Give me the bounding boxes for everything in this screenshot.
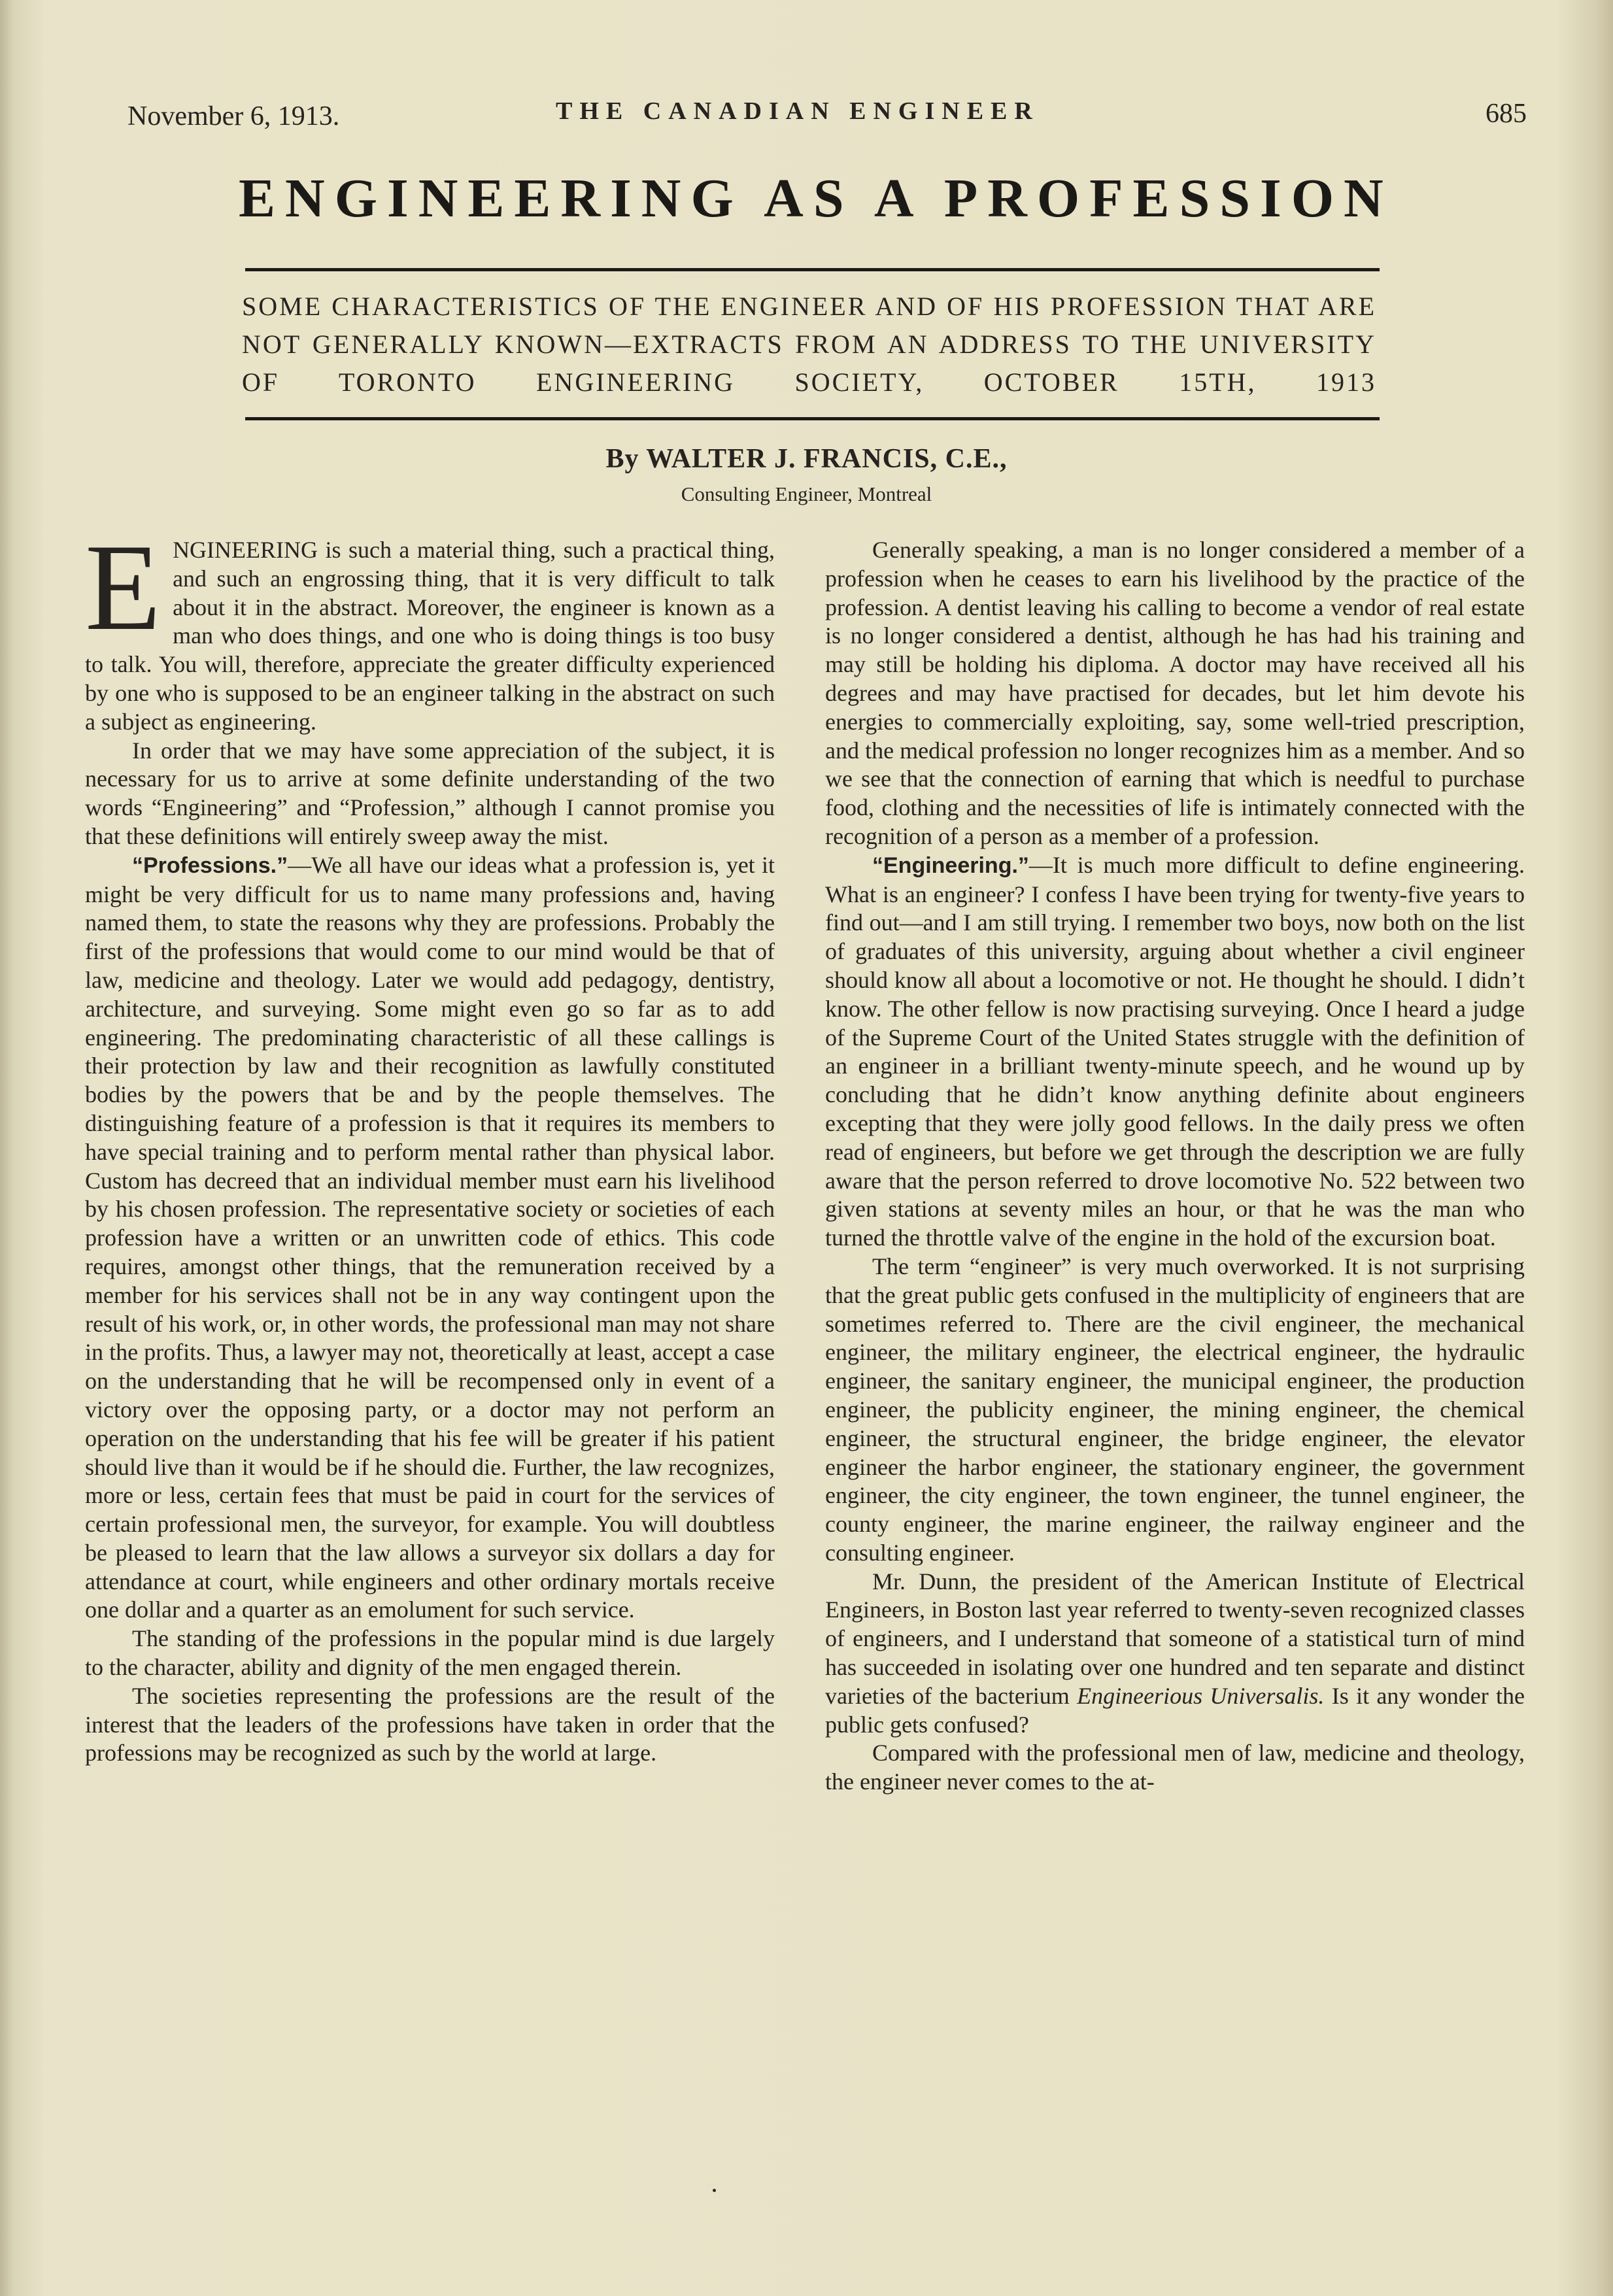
- paragraph-text: Is it any wonder the public gets confused?: [825, 1682, 1525, 1738]
- author-byline: By WALTER J. FRANCIS, C.E.,: [605, 444, 1008, 474]
- issue-date: November 6, 1913.: [127, 101, 340, 131]
- article-subtitle: SOME CHARACTERISTICS OF THE ENGINEER AND OF HIS PROFESSION THAT ARE NOT GENERALLY KNOWN—EXTRACTS FROM AN ADDRESS TO THE UNIVERSITY OF TORONTO ENGINEERING SOCIETY, OCTOBER 15TH, 1913: [242, 292, 1376, 397]
- paragraph: The term “engineer” is very much overworked. It is not surprising that the great public gets confused in the multiplicity of engineers that are sometimes referred to. There are the civil engineer, the mechanical engineer, the military engineer, the electrical engineer, the hydraulic engineer, the sanitary engineer, the municipal engineer, the production engineer, the publicity engineer, the mining engineer, the chemical engineer, the structural engineer, the bridge engineer, the elevator engineer the harbor engineer, the stationary engineer, the government engineer, the city engineer, the town engineer, the tunnel engineer, the county engineer, the marine engineer, the railway engineer and the consulting engineer.: [825, 1253, 1525, 1566]
- section-heading-professions: “Professions.”: [132, 853, 288, 878]
- running-head: [127, 97, 1527, 143]
- journal-name: THE CANADIAN ENGINEER: [556, 97, 1040, 125]
- paragraph: [85, 519, 775, 737]
- paragraph: The standing of the professions in the popular mind is due largely to the character, ability and dignity of the men engaged therein.: [85, 1625, 775, 1681]
- paragraph: [825, 1568, 1525, 1740]
- paragraph-text: Mr. Dunn, the president of the American Institute of Electrical Engineers, in Boston last year referred to twenty-seven recognized classes of engineers, and I understand that someone of a statistical turn of mind has succeeded in isolating over one hundred and ten separate and distinct varieties of the bacterium: [825, 1568, 1525, 1709]
- title-rule-top: [245, 268, 1380, 271]
- paragraph: The societies representing the professions are the result of the interest that the leaders of the professions have taken in order that the professions may be recognized as such by the world at large.: [85, 1682, 775, 1766]
- paragraph: [85, 851, 775, 1625]
- paragraph-text: is such a material thing, such a practical thing, and such an engrossing thing, that it is very difficult to talk about it in the abstract. Moreover, the engineer is known as a man who does things, and one who is doing things is too busy to talk. You will, therefore, appreciate the greater difficulty experienced by one who is supposed to be an engineer talking in the abstract on such a subject as engineering.: [85, 537, 775, 735]
- paragraph-text: —We all have our ideas what a profession is, yet it might be very difficult for us to name many professions and, having named them, to state the reasons why they are professions. Probably the first of the professions that would come to our mind would be that of law, medicine and theology. Later we would add pedagogy, dentistry, architecture, and surveying. Some might even go so far as to add engineering. The predominating characteristic of all these callings is their protection by law and their recognition as lawfully constituted bodies by the powers that be and by the people themselves. The distinguishing feature of a profession is that it requires its members to have special training and to perform mental rather than physical labor. Custom has decreed that an individual member must earn his livelihood by his chosen profession. The representative society or societies of each profession have a written or an unwritten code of ethics. This code requires, amongst other things, that the remuneration received by a member for his services shall not be in any way contingent upon the result of his work, or, in other words, the professional man may not share in the profits. Thus, a lawyer may not, theoretically at least, accept a case on the understanding that he will be recompensed only in event of a victory over the opposing party, or a doctor may not perform an operation on the understanding that his fee will be greater if his patient should live than it would be if he should die. Further, the law recognizes, more or less, certain fees that must be paid in court for the services of certain professional men, the surveyor, for example. You will doubtless be pleased to learn that the law allows a surveyor six dollars a day for attendance at court, while engineers and other ordinary mortals receive one dollar and a quarter as an emolument for such service.: [85, 851, 775, 1623]
- lead-word: NGINEERING: [173, 537, 318, 563]
- left-column: [85, 519, 775, 1768]
- italic-term: Engineerious Universalis.: [1077, 1682, 1325, 1709]
- author-affiliation: Consulting Engineer, Montreal: [681, 482, 932, 505]
- paragraph: Generally speaking, a man is no longer considered a member of a profession when he ceases to earn his livelihood by the practice of the profession. A dentist leaving his calling to become a vendor of real estate is no longer considered a dentist, although he has had his training and may still be holding his diploma. A doctor may have received all his degrees and may have practised for decades, but let him devote his energies to commercially exploiting, say, some well-tried prescription, and the medical profession no longer recognizes him as a member. And so we see that the connection of earning that which is needful to purchase food, clothing and the necessities of life is intimately connected with the recognition of a person as a member of a profession.: [825, 537, 1525, 849]
- paragraph: [825, 851, 1525, 1253]
- article-title: ENGINEERING AS A PROFESSION: [239, 168, 1393, 229]
- paragraph: In order that we may have some appreciation of the subject, it is necessary for us to arrive at some definite understanding of the two words “Engineering” and “Profession,” although I cannot promise you that these definitions will entirely sweep away the mist.: [85, 737, 775, 849]
- section-heading-engineering: “Engineering.”: [872, 853, 1029, 878]
- title-rule-bottom: [245, 417, 1380, 420]
- paragraph-text: —It is much more difficult to define engineering. What is an engineer? I confess I have been trying for twenty-five years to find out—and I am still trying. I remember two boys, now both on the list of graduates of this university, arguing about whether a civil engineer should know all about a locomotive or not. He thought he should. I didn’t know. The other fellow is now practising surveying. Once I heard a judge of the Supreme Court of the United States struggle with the definition of an engineer in a brilliant twenty-minute speech, and he wound up by concluding that he didn’t know anything definite about engineers excepting that they were jolly good fellows. In the daily press we often read of engineers, but before we get through the description we are fully aware that the person referred to drove locomotive No. 522 between two given stations at seventy miles an hour, or that he was the man who turned the throttle valve of the engine in the hold of the excursion boat.: [825, 851, 1525, 1251]
- right-column: [825, 536, 1525, 1797]
- page-number: 685: [1486, 99, 1527, 129]
- drop-cap: E: [85, 519, 161, 656]
- paragraph: Compared with the professional men of law, medicine and theology, the engineer never comes to the at-: [825, 1740, 1525, 1795]
- ink-speck: [713, 2189, 716, 2192]
